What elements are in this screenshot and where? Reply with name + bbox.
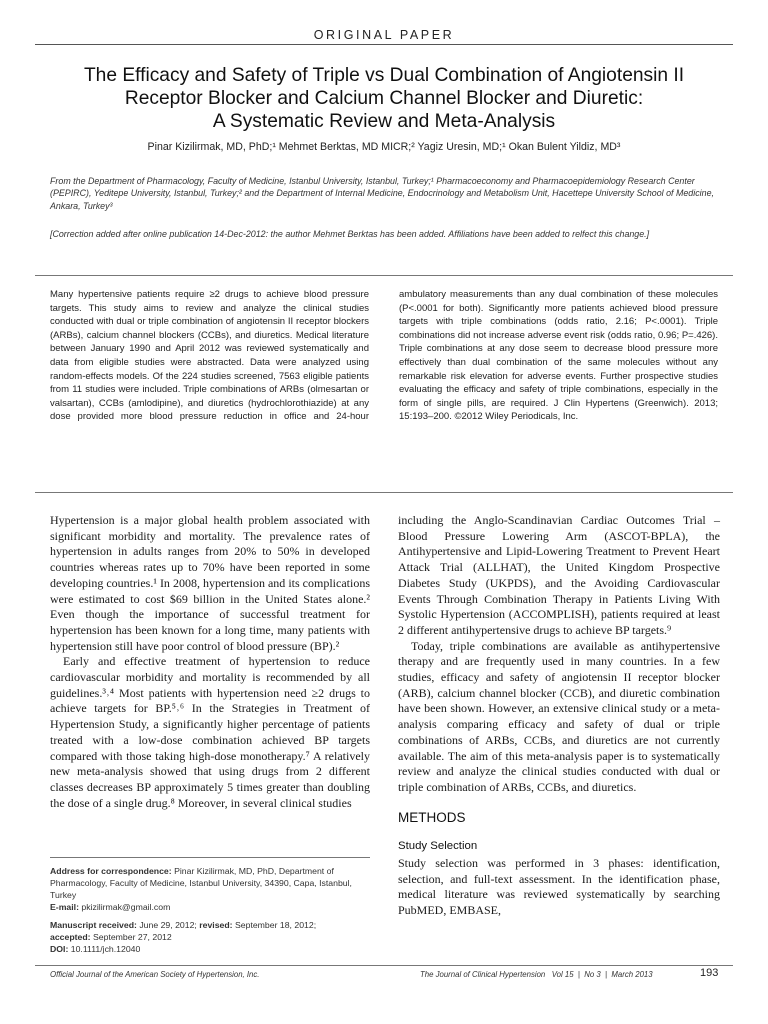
affiliations: From the Department of Pharmacology, Faculty of Medicine, Istanbul University, Istanbul, Turkey;¹ Pharmacoeconomy and Pharmacoepidemiology Research Center (PEPIRC), Yeditepe University, Istanbul, Turkey;² and the Department of Internal Medicine, Endocrinology and Metabolism Unit, Hacettepe University School of Medicine, Ankara, Turkey³ [50,176,714,211]
abstract-top-divider [35,275,733,276]
footer-society: Official Journal of the American Society of Hypertension, Inc. [50,970,260,979]
received-label: Manuscript received: [50,920,137,930]
body-paragraph: Hypertension is a major global health problem associated with significant morbidity and mortality. The prevalence rates of hypertension in adults ranges from 20% to 50% in developed countries whereas rates up to 70% have been reported in some developing countries.¹ In 2008, hypertension and its complications were estimated to cost $69 billion in the United States alone.² Even though the importance of successful treatment for hypertension has been known for a long time, many patients with hypertension still have poor control of blood pressure (BP).² [50,513,370,653]
page-number: 193 [700,967,719,979]
methods-heading: METHODS [398,809,466,825]
footer-journal-info: The Journal of Clinical Hypertension Vol 15 | No 3 | March 2013 [420,970,653,979]
abstract: Many hypertensive patients require ≥2 drugs to achieve blood pressure targets. This study aims to review and analyze the clinical studies conducted with dual or triple combination of angiotensin II receptor blockers (ARBs), calcium channel blockers (CCBs), and diuretics. Medical literature between January 1990 and April 2012 was reviewed systematically and data from eligible studies were abstracted. Data were analyzed using random-effects models. Of the 224 studies screened, 7563 eligible patients from 11 studies were included. Triple combinations of ARBs (olmesartan or valsartan), CCBs (amlodipine), and diuretics (hydrochlorothiazide) at any dose provided more blood pressure reduction in office and 24-hour ambulatory measurements than any dual combination of these molecules (P<.0001 for both). Significantly more patients achieved blood pressure targets with triple combinations (odds ratio, 2.16; P<.0001). Triple combinations did not increase adverse event risk (odds ratio, 0.96; P=.426). Triple combinations at any dose seem to decrease blood pressure more effectively than dual combination of the same molecules without any remarkable risk elevation for adverse events. Further prospective studies evaluating the efficacy and safety of triple combinations, especially in the form of single pills, are required. J Clin Hypertens (Greenwich). 2013; 15:193–200. ©2012 Wiley Periodicals, Inc. [50,289,718,423]
accepted-label: accepted: [50,932,91,942]
title-line-3: A Systematic Review and Meta-Analysis [212,111,556,132]
correspondence-text: Pinar Kizilirmak, MD, PhD, Department of Pharmacology, Faculty of Medicine, Istanbul University, 34390, Capa, Istanbul, Turkey [50,866,352,900]
email-address[interactable]: pkizilirmak@gmail.com [81,902,171,912]
section-label: ORIGINAL PAPER [313,28,455,42]
body-paragraph: Today, triple combinations are available as antihypertensive therapy and are frequently used in many countries. In a few studies, efficacy and safety of angiotensin II receptor blocker (ARB), calcium channel blocker (CCB), and diuretic combination have been shown. However, an extensive clinical study or a meta-analysis comparing efficacy and safety of dual or triple combinations of ARBs, CCBs, and diuretics are not currently available. The aim of this meta-analysis paper is to systematically review and analyze the clinical studies conducted with dual or triple combination of ARBs, CCBs, and diuretics. [398,638,720,794]
doi-value[interactable]: 10.1111/jch.12040 [70,944,141,954]
footer-divider [35,965,733,966]
article-title [35,64,733,133]
revised-label: revised: [199,920,233,930]
correspondence-block [50,865,370,955]
author-list: Pinar Kizilirmak, MD, PhD;¹ Mehmet Berktas, MD MICR;² Yagiz Uresin, MD;¹ Okan Bulent Yildiz, MD³ [147,141,621,153]
accepted-date: September 27, 2012 [92,932,172,942]
correction-note: [Correction added after online publication 14-Dec-2012: the author Mehmet Berktas has been added. Affiliations have been added to relfect this change.] [50,229,650,239]
revised-date: September 18, 2012; [234,920,317,930]
title-line-1: The Efficacy and Safety of Triple vs Dual Combination of Angiotensin II [83,65,685,86]
correspondence-label: Address for correspondence: [50,866,172,876]
doi-label: DOI: [50,944,69,954]
top-divider [35,44,733,45]
body-column-right [398,513,720,919]
study-selection-heading: Study Selection [398,840,478,853]
body-paragraph: including the Anglo-Scandinavian Cardiac Outcomes Trial – Blood Pressure Lowering Arm (ASCOT-BPLA), the Antihypertensive and Lipid-Lowering Treatment to Prevent Heart Attack Trial (ALLHAT), the United Kingdom Prospective Diabetes Study (UKPDS), and the Avoiding Cardiovascular Events Through Combination Therapy in Patients Living With Systolic Hypertension (ACCOMPLISH), patients required at least 2 different antihypertensive drugs to achieve BP targets.⁹ [398,513,720,637]
correspondence-divider [50,857,370,858]
title-line-2: Receptor Blocker and Calcium Channel Blocker and Diuretic: [124,88,644,109]
abstract-bottom-divider [35,492,733,493]
body-paragraph: Early and effective treatment of hypertension to reduce cardiovascular morbidity and mortality is recommended by all guidelines.³˒⁴ Most patients with hypertension need ≥2 drugs to achieve targets for BP.⁵˒⁶ In the Strategies in Treatment of Hypertension Study, a significantly higher percentage of patients treated with a low-dose combination achieved BP targets compared with those taking high-dose monotherapy.⁷ A relatively new meta-analysis showed that using drugs from 2 different classes decreases BP approximately 5 times greater than doubling the dose of a single drug.⁸ Moreover, in several clinical studies [50,654,370,810]
received-date: June 29, 2012; [139,920,197,930]
email-label: E-mail: [50,902,79,912]
body-paragraph: Study selection was performed in 3 phases: identification, selection, and full-text assessment. In the identification phase, medical literature was reviewed systematically by searching PubMED, EMBASE, [398,856,720,918]
body-column-left [50,513,370,811]
